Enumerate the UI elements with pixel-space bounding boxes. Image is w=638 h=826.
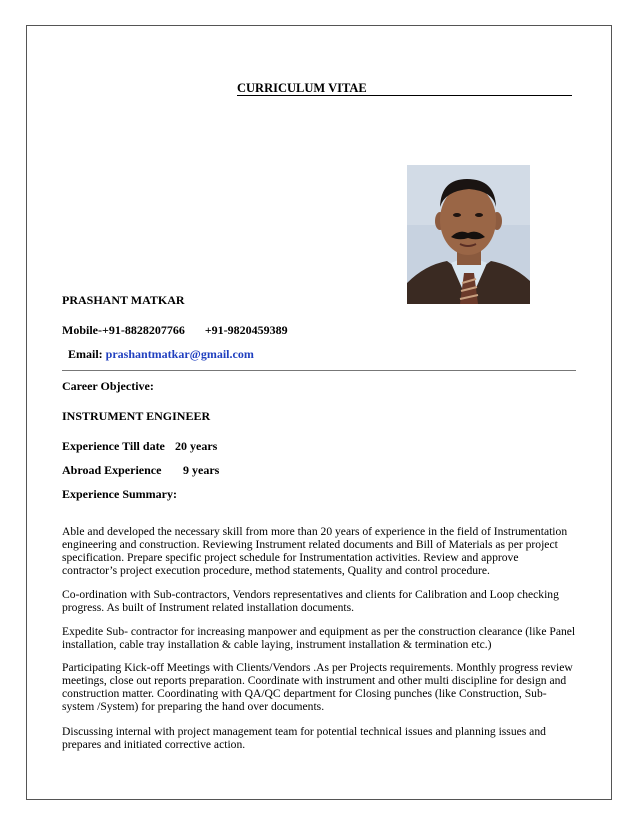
- mobile-line: [62, 323, 288, 337]
- abroad-experience-value: 9 years: [183, 463, 220, 477]
- candidate-name: PRASHANT MATKAR: [62, 293, 185, 307]
- email-line: [68, 347, 254, 361]
- section-divider: [62, 370, 576, 371]
- job-role: INSTRUMENT ENGINEER: [62, 409, 211, 423]
- experience-value: 20 years: [175, 439, 218, 453]
- email-link[interactable]: prashantmatkar@gmail.com: [105, 347, 254, 361]
- email-label: Email:: [68, 347, 103, 361]
- abroad-experience-label: Abroad Experience: [62, 463, 162, 477]
- title-underline: [237, 95, 572, 96]
- mobile-label: Mobile-: [62, 323, 102, 337]
- mobile-number-1: +91-8828207766: [102, 323, 185, 337]
- summary-paragraph-4: Participating Kick-off Meetings with Clients/Vendors .As per Projects requirements. Monthly progress review meetings, close out reports preparation. Coordinate with instrument and other multi discipline for design and construction matter. Coordinating with QA/QC department for Closing punches (like Construction, Sub-system /System) for preparing the hand over documents.: [62, 661, 573, 713]
- summary-paragraph-2: Co-ordination with Sub-contractors, Vendors representatives and clients for Calibration and Loop checking progress. As built of Instrument related installation documents.: [62, 588, 559, 614]
- profile-photo: [407, 165, 530, 304]
- portrait-image: [407, 165, 530, 304]
- experience-label: Experience Till date: [62, 439, 165, 453]
- summary-paragraph-5: Discussing internal with project management team for potential technical issues and planning issues and prepares and initiated corrective action.: [62, 725, 546, 751]
- summary-paragraph-1: Able and developed the necessary skill from more than 20 years of experience in the field of Instrumentation engineering and construction. Reviewing Instrument related documents and Bill of Materials as per project specification. Prepare specific project schedule for Instrumentation activities. Review and approve contractor’s project execution procedure, method statements, Quality and control procedure.: [62, 525, 568, 577]
- mobile-number-2: +91-9820459389: [204, 323, 288, 337]
- career-objective-heading: Career Objective:: [62, 379, 154, 393]
- document-title: CURRICULUM VITAE: [237, 81, 367, 95]
- summary-paragraph-3: Expedite Sub- contractor for increasing manpower and equipment as per the construction clearance (like Panel installation, cable tray installation & cable laying, instrument installation & termination etc.): [62, 625, 576, 651]
- experience-summary-heading: Experience Summary:: [62, 487, 177, 501]
